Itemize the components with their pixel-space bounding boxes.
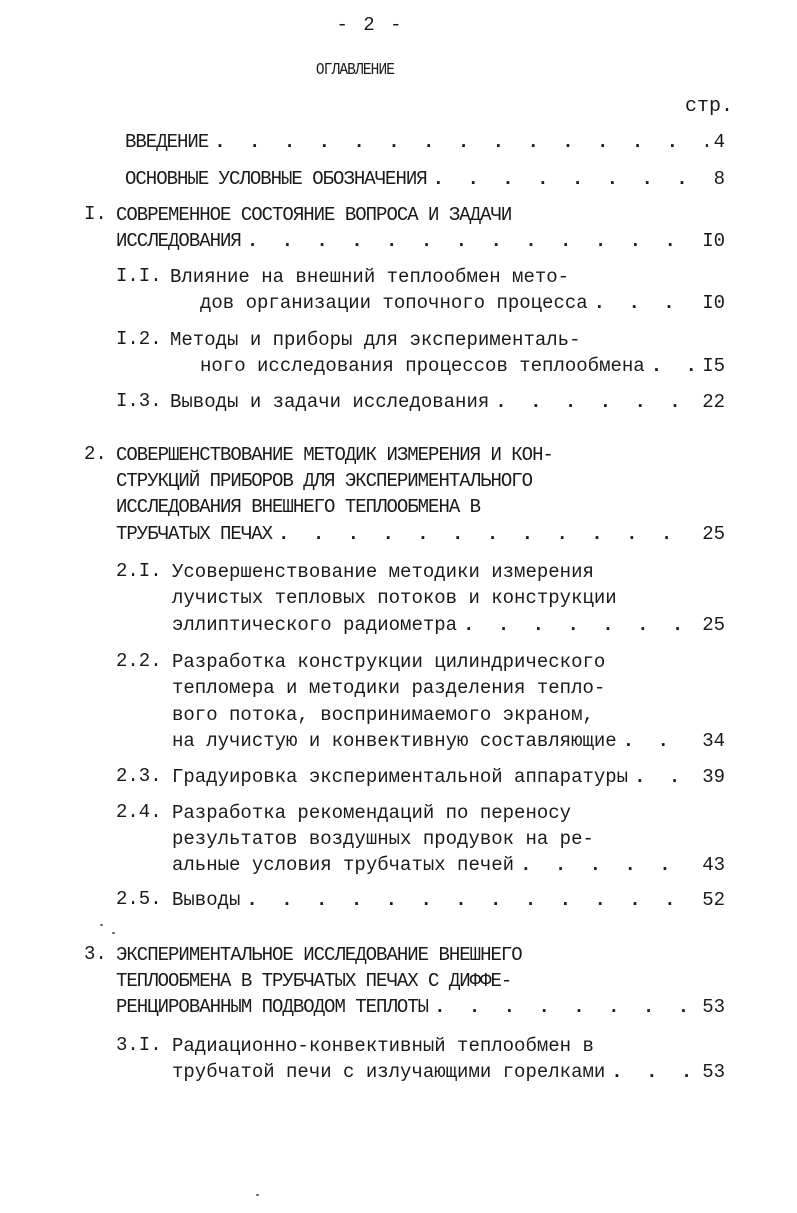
entry-title: ного исследования процессов теплообмена (200, 355, 645, 377)
section-number: I.2. (116, 328, 162, 350)
entry-page: 25 (702, 523, 725, 545)
entry-title: трубчатой печи с излучающими горелками (172, 1061, 606, 1083)
entry-page: 25 (702, 614, 725, 636)
entry-page: 39 (702, 766, 725, 788)
section-title-line: Усовершенствование методики измерения (172, 561, 594, 583)
dot-leader (634, 765, 696, 789)
entry-page: I0 (702, 292, 725, 314)
chapter-number: I. (84, 203, 107, 225)
section-number: 2.5. (116, 888, 162, 910)
section-number: I.I. (116, 265, 162, 287)
page-title: ОГЛАВЛЕНИЕ (315, 61, 395, 80)
section-number: I.3. (116, 390, 162, 412)
scan-speck (112, 932, 115, 934)
section-title-line: результатов воздушных продувок на ре- (172, 828, 594, 850)
dot-leader (594, 291, 697, 315)
entry-title: ВВЕДЕНИЕ (125, 131, 209, 153)
dot-leader (434, 995, 696, 1019)
dot-leader (611, 1060, 696, 1084)
toc-entry-s3-1 (172, 1060, 725, 1084)
dot-leader (247, 229, 696, 253)
chapter-title-line: СТРУКЦИЙ ПРИБОРОВ ДЛЯ ЭКСПЕРИМЕНТАЛЬНОГО (116, 470, 533, 492)
entry-title: Выводы (172, 889, 241, 911)
entry-title: на лучистую и конвективную составляющие (172, 730, 617, 752)
section-title-line: тепломера и методики разделения тепло- (172, 677, 606, 699)
entry-title: дов организации топочного процесса (200, 292, 588, 314)
dot-leader (433, 167, 708, 191)
scan-speck (256, 1194, 259, 1196)
entry-title: ИССЛЕДОВАНИЯ (116, 230, 241, 252)
dot-leader (463, 613, 696, 637)
chapter-number: 3. (84, 943, 107, 965)
section-title-line: Влияние на внешний теплообмен мето- (170, 266, 570, 288)
entry-page: 53 (702, 996, 725, 1018)
entry-page: 22 (702, 391, 725, 413)
section-title-line: лучистых тепловых потоков и конструкции (172, 587, 617, 609)
chapter-number: 2. (84, 443, 107, 465)
dot-leader (246, 888, 696, 912)
entry-title: Градуировка экспериментальной аппаратуры (172, 766, 629, 788)
section-number: 2.4. (116, 801, 162, 823)
toc-entry-notation (125, 167, 725, 191)
entry-page: I5 (702, 355, 725, 377)
toc-entry-s2-4 (172, 853, 725, 877)
section-title-line: Радиационно-конвективный теплообмен в (172, 1035, 594, 1057)
toc-entry-s2-3 (172, 765, 725, 789)
toc-entry-ch1 (116, 229, 725, 253)
section-number: 3.I. (116, 1034, 162, 1056)
entry-page: I0 (702, 230, 725, 252)
page-number: - 2 - (336, 14, 404, 36)
dot-leader (520, 853, 696, 877)
toc-entry-s1-1 (200, 291, 725, 315)
chapter-title-line: СОВЕРШЕНСТВОВАНИЕ МЕТОДИК ИЗМЕРЕНИЯ И КОН- (116, 444, 553, 466)
entry-title: альные условия трубчатых печей (172, 854, 515, 876)
entry-title: ОСНОВНЫЕ УСЛОВНЫЕ ОБОЗНАЧЕНИЯ (125, 168, 427, 190)
section-number: 2.I. (116, 560, 162, 582)
section-title-line: Разработка конструкции цилиндрического (172, 651, 606, 673)
toc-entry-s2-5 (172, 888, 725, 912)
dot-leader (623, 729, 697, 753)
entry-page: 4 (713, 131, 725, 153)
page-column-label: стр. (684, 95, 733, 118)
toc-entry-s2-2 (172, 729, 725, 753)
toc-entry-s1-2 (200, 354, 725, 378)
entry-title: эллиптического радиометра (172, 614, 458, 636)
toc-entry-ch3 (116, 995, 725, 1019)
section-number: 2.3. (116, 765, 162, 787)
toc-entry-ch2 (116, 522, 725, 546)
entry-page: 34 (702, 730, 725, 752)
section-title-line: Методы и приборы для эксперименталь- (170, 329, 581, 351)
section-title-line: Разработка рекомендаций по переносу (172, 802, 572, 824)
chapter-title-line: ТЕПЛООБМЕНА В ТРУБЧАТЫХ ПЕЧАХ С ДИФФЕ- (116, 970, 512, 992)
section-number: 2.2. (116, 650, 162, 672)
dot-leader (278, 522, 696, 546)
chapter-title-line: ЭКСПЕРИМЕНТАЛЬНОЕ ИССЛЕДОВАНИЕ ВНЕШНЕГО (116, 944, 522, 966)
toc-entry-s2-1 (172, 613, 725, 637)
dot-leader (651, 354, 697, 378)
section-title-line: вого потока, воспринимаемого экраном, (172, 704, 594, 726)
dot-leader (214, 130, 707, 154)
entry-page: 53 (702, 1061, 725, 1083)
entry-page: 8 (713, 168, 725, 190)
entry-page: 43 (702, 854, 725, 876)
toc-entry-intro (125, 130, 725, 154)
scan-speck (100, 924, 103, 926)
toc-entry-s1-3 (170, 390, 725, 414)
chapter-title-line: СОВРЕМЕННОЕ СОСТОЯНИЕ ВОПРОСА И ЗАДАЧИ (116, 204, 512, 226)
dot-leader (495, 390, 696, 414)
chapter-title-line: ИССЛЕДОВАНИЯ ВНЕШНЕГО ТЕПЛООБМЕНА В (116, 496, 481, 518)
entry-title: Выводы и задачи исследования (170, 391, 490, 413)
entry-page: 52 (702, 889, 725, 911)
entry-title: РЕНЦИРОВАННЫМ ПОДВОДОМ ТЕПЛОТЫ (116, 996, 429, 1018)
entry-title: ТРУБЧАТЫХ ПЕЧАХ (116, 523, 273, 545)
